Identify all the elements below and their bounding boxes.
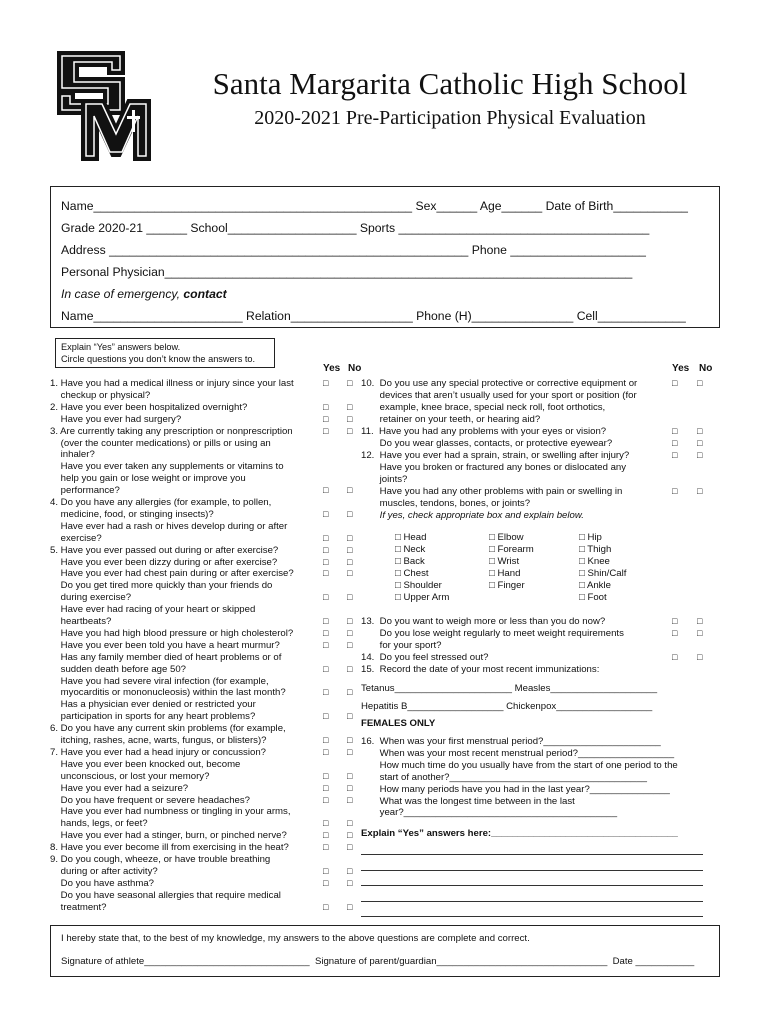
checkbox[interactable]: □ bbox=[395, 579, 404, 591]
physician-line[interactable]: Personal Physician_____________________________________________________________________ bbox=[61, 265, 633, 279]
attestation-statement: I hereby state that, to the best of my knowledge, my answers to the above questions are complete and correct. bbox=[61, 933, 530, 944]
left-question: Has a physician ever denied or restricted your participation in sports for any heart problems? bbox=[60, 699, 256, 723]
left-question: Have you ever taken any supplements or vitamins to help you gain or lose weight or improve you performance? bbox=[60, 461, 284, 497]
emergency-heading bbox=[61, 287, 227, 301]
body-part-option[interactable] bbox=[395, 556, 425, 568]
checkbox-no[interactable]: □ bbox=[347, 865, 353, 876]
checkbox-no[interactable]: □ bbox=[347, 616, 353, 626]
checkbox-yes[interactable]: □ bbox=[323, 532, 329, 543]
checkbox-no[interactable]: □ bbox=[347, 627, 353, 638]
checkbox[interactable]: □ bbox=[489, 579, 498, 591]
checkbox-no[interactable]: □ bbox=[347, 794, 353, 805]
checkbox-no[interactable]: □ bbox=[347, 592, 353, 603]
checkbox[interactable]: □ bbox=[579, 579, 587, 591]
checkbox-no[interactable]: □ bbox=[347, 901, 353, 912]
checkbox-no[interactable]: □ bbox=[347, 378, 353, 388]
explain-answer-line[interactable] bbox=[361, 916, 703, 917]
checkbox-yes[interactable]: □ bbox=[323, 818, 329, 829]
checkbox[interactable]: □ bbox=[395, 555, 404, 567]
left-question: 7. Have you ever had a head injury or concussion? bbox=[50, 746, 266, 758]
school-name: Santa Margarita Catholic High School bbox=[212, 66, 688, 101]
checkbox-no[interactable]: □ bbox=[347, 485, 353, 496]
body-part-option[interactable] bbox=[489, 556, 519, 568]
body-part-label: Shin/Calf bbox=[587, 567, 627, 579]
checkbox[interactable]: □ bbox=[395, 532, 404, 543]
checkbox-yes[interactable]: □ bbox=[323, 794, 329, 805]
checkbox-yes[interactable]: □ bbox=[323, 711, 329, 722]
body-part-option[interactable] bbox=[489, 544, 534, 556]
left-question: 1. Have you had a medical illness or injury since your last checkup or physical? bbox=[50, 378, 294, 401]
checkbox-yes[interactable]: □ bbox=[323, 592, 329, 603]
checkbox-yes[interactable]: □ bbox=[323, 865, 329, 876]
left-question: Have you ever had chest pain during or after exercise? bbox=[50, 568, 294, 580]
checkbox-yes[interactable]: □ bbox=[323, 508, 329, 519]
checkbox[interactable]: □ bbox=[395, 543, 404, 555]
name-sex-age-dob-line[interactable]: Name_______________________________________________ Sex______ Age______ Date of Birth___________ bbox=[61, 199, 688, 213]
right-yes-header: Yes bbox=[672, 363, 690, 374]
header bbox=[190, 66, 710, 132]
body-part-label: Chest bbox=[403, 567, 429, 579]
checkbox-no[interactable]: □ bbox=[347, 746, 353, 757]
body-part-option[interactable] bbox=[489, 532, 524, 544]
body-part-option[interactable] bbox=[579, 556, 610, 568]
checkbox-yes[interactable]: □ bbox=[323, 401, 329, 412]
left-question: Have ever had racing of your heart or skipped heartbeats? bbox=[60, 604, 256, 627]
checkbox-yes[interactable]: □ bbox=[672, 438, 678, 448]
checkbox-yes[interactable]: □ bbox=[672, 628, 678, 638]
checkbox-no[interactable]: □ bbox=[697, 616, 703, 626]
checkbox-no[interactable]: □ bbox=[347, 532, 353, 543]
checkbox[interactable]: □ bbox=[579, 555, 588, 567]
checkbox-yes[interactable]: □ bbox=[672, 378, 678, 388]
body-part-label: Foot bbox=[587, 591, 607, 603]
left-no-header: No bbox=[348, 363, 362, 374]
checkbox-yes[interactable]: □ bbox=[323, 842, 329, 853]
body-part-option[interactable] bbox=[395, 592, 449, 604]
body-part-option[interactable] bbox=[395, 580, 442, 592]
checkbox-yes[interactable]: □ bbox=[323, 568, 329, 579]
instructions-line-2: Circle questions you don’t know the answers to. bbox=[61, 354, 256, 364]
checkbox[interactable]: □ bbox=[579, 543, 588, 555]
checkbox-yes[interactable]: □ bbox=[323, 663, 329, 674]
checkbox-yes[interactable]: □ bbox=[323, 485, 329, 496]
body-part-option[interactable] bbox=[579, 532, 602, 544]
question-14: 14. Do you feel stressed out? bbox=[361, 652, 489, 663]
explain-yes-heading[interactable]: Explain “Yes” answers here:___________________________________ bbox=[361, 828, 678, 839]
body-part-option[interactable] bbox=[579, 568, 626, 580]
checkbox-yes[interactable]: □ bbox=[672, 486, 678, 496]
checkbox-yes[interactable]: □ bbox=[323, 735, 329, 745]
checkbox-no[interactable]: □ bbox=[697, 378, 703, 388]
checkbox[interactable]: □ bbox=[395, 591, 404, 603]
address-phone-line[interactable]: Address _____________________________________________________ Phone ____________________ bbox=[61, 243, 646, 257]
left-question: Have you ever had a stinger, burn, or pinched nerve? bbox=[50, 830, 287, 842]
checkbox-no[interactable]: □ bbox=[347, 508, 353, 519]
left-question: Have you had high blood pressure or high cholesterol? bbox=[50, 627, 294, 639]
checkbox-yes[interactable]: □ bbox=[672, 652, 678, 662]
checkbox-yes[interactable]: □ bbox=[323, 616, 329, 626]
left-question: Has any family member died of heart problems or of sudden death before age 50? bbox=[60, 651, 282, 675]
body-part-option[interactable] bbox=[395, 544, 425, 556]
body-part-label: Back bbox=[403, 555, 425, 567]
question-11b: Do you wear glasses, contacts, or protective eyewear? bbox=[361, 438, 613, 449]
explain-answer-line[interactable] bbox=[361, 870, 703, 871]
checkbox-no[interactable]: □ bbox=[347, 711, 353, 722]
left-question: Do you have seasonal allergies that require medical treatment? bbox=[60, 889, 281, 913]
checkbox[interactable]: □ bbox=[579, 532, 588, 543]
explain-answer-line[interactable] bbox=[361, 901, 703, 902]
question-11a: 11. Have you had any problems with your eyes or vision? bbox=[361, 426, 607, 437]
checkbox-yes[interactable]: □ bbox=[323, 425, 329, 436]
body-part-option[interactable] bbox=[489, 580, 525, 592]
left-question: Do you get tired more quickly than your friends do during exercise? bbox=[60, 580, 273, 604]
checkbox-yes[interactable]: □ bbox=[323, 782, 329, 793]
body-part-label: Forearm bbox=[497, 543, 534, 555]
checkbox-yes[interactable]: □ bbox=[323, 770, 329, 781]
left-question: 4. Do you have any allergies (for example, to pollen, medicine, food, or stinging insects)? bbox=[50, 497, 272, 520]
checkbox-yes[interactable]: □ bbox=[323, 413, 329, 424]
question-15: 15. Record the date of your most recent immunizations: bbox=[361, 664, 600, 675]
question-12-instructions: If yes, check appropriate box and explain below. bbox=[361, 510, 584, 521]
checkbox-no[interactable]: □ bbox=[697, 450, 703, 460]
checkbox-no[interactable]: □ bbox=[697, 438, 703, 448]
body-part-option[interactable] bbox=[579, 592, 607, 604]
left-question: 6. Do you have any current skin problems (for example, itching, rashes, acne, warts, fungus, or blisters)? bbox=[50, 723, 286, 746]
checkbox-no[interactable]: □ bbox=[347, 556, 353, 567]
checkbox-no[interactable]: □ bbox=[347, 830, 353, 841]
left-question: 3. Are currently taking any prescription or nonprescription (over the counter medications) or pills or using an inhaler? bbox=[50, 425, 293, 461]
question-16[interactable]: 16. When was your first menstrual period?______________________ When was your most recent menstrual period?__________________ How much time do you usually have from the start of one period to the start of another?_____________________________________ How many periods have you had in the last year?_______________ What was the longest time between in the last year?________________________________________ bbox=[361, 736, 678, 819]
emergency-contact-line[interactable]: Name______________________ Relation__________________ Phone (H)_______________ Cell_____________ bbox=[61, 309, 686, 323]
body-part-label: Neck bbox=[403, 543, 426, 555]
checkbox-yes[interactable]: □ bbox=[323, 627, 329, 638]
left-question: Have you ever been dizzy during or after exercise? bbox=[50, 556, 278, 568]
body-part-label: Knee bbox=[587, 555, 610, 567]
checkbox[interactable]: □ bbox=[395, 567, 404, 579]
left-question: 2. Have you ever been hospitalized overnight? bbox=[50, 401, 248, 413]
checkbox-yes[interactable]: □ bbox=[323, 901, 329, 912]
question-12b: Have you broken or fractured any bones or dislocated any joints? bbox=[379, 462, 627, 485]
checkbox-no[interactable]: □ bbox=[347, 877, 353, 888]
checkbox-no[interactable]: □ bbox=[347, 842, 353, 853]
right-no-header: No bbox=[699, 363, 713, 374]
grade-school-sports-line[interactable]: Grade 2020-21 ______ School___________________ Sports _____________________________________ bbox=[61, 221, 650, 235]
logo-text: SM bbox=[104, 163, 106, 164]
left-question: Do you have asthma? bbox=[50, 877, 154, 889]
checkbox-yes[interactable]: □ bbox=[323, 544, 329, 555]
left-question: Have you ever had a seizure? bbox=[50, 782, 189, 794]
left-question: Have you ever had surgery? bbox=[50, 413, 182, 425]
checkbox-no[interactable]: □ bbox=[347, 687, 353, 698]
checkbox-no[interactable]: □ bbox=[347, 425, 353, 436]
checkbox-no[interactable]: □ bbox=[347, 568, 353, 579]
question-13a: 13. Do you want to weigh more or less than you do now? bbox=[361, 616, 606, 627]
left-yes-header: Yes bbox=[323, 363, 341, 374]
signature-box bbox=[50, 925, 720, 977]
checkbox-no[interactable]: □ bbox=[347, 401, 353, 412]
checkbox-no[interactable]: □ bbox=[347, 663, 353, 674]
left-question: Have you ever had numbness or tingling in your arms, hands, legs, or feet? bbox=[60, 806, 291, 830]
explain-answer-line[interactable] bbox=[361, 885, 703, 886]
body-part-label: Wrist bbox=[497, 555, 520, 567]
left-question: Have you ever been knocked out, become unconscious, or lost your memory? bbox=[60, 758, 241, 782]
left-question: 8. Have you ever become ill from exercising in the heat? bbox=[50, 842, 289, 854]
checkbox[interactable]: □ bbox=[489, 532, 498, 543]
females-only-heading: FEMALES ONLY bbox=[361, 718, 436, 729]
body-part-label: Finger bbox=[497, 579, 525, 591]
checkbox-yes[interactable]: □ bbox=[323, 639, 329, 650]
left-question: 9. Do you cough, wheeze, or have trouble breathing during or after activity? bbox=[50, 854, 271, 877]
checkbox[interactable]: □ bbox=[579, 567, 588, 579]
explain-answer-line[interactable] bbox=[361, 854, 703, 855]
checkbox[interactable]: □ bbox=[489, 555, 498, 567]
body-part-label: Upper Arm bbox=[403, 591, 450, 603]
checkbox-no[interactable]: □ bbox=[347, 735, 353, 745]
checkbox-yes[interactable]: □ bbox=[323, 378, 329, 388]
checkbox-yes[interactable]: □ bbox=[323, 746, 329, 757]
left-question: Have you had severe viral infection (for example, myocarditis or mononucleosis) within the last month? bbox=[60, 675, 286, 699]
checkbox[interactable]: □ bbox=[489, 543, 498, 555]
body-part-option[interactable] bbox=[489, 568, 520, 580]
checkbox[interactable]: □ bbox=[489, 567, 498, 579]
checkbox-no[interactable]: □ bbox=[347, 413, 353, 424]
checkbox-yes[interactable]: □ bbox=[672, 426, 678, 436]
left-question: Do you have frequent or severe headaches? bbox=[50, 794, 250, 806]
checkbox-yes[interactable]: □ bbox=[323, 830, 329, 841]
checkbox-no[interactable]: □ bbox=[347, 544, 353, 555]
checkbox-no[interactable]: □ bbox=[347, 639, 353, 650]
body-part-label: Elbow bbox=[497, 532, 524, 543]
question-10: 10. Do you use any special protective or corrective equipment or devices that aren’t usually used for your sport or position (for example, knee brace, special neck roll, foot orthotics, retainer on your teeth, or hearing aid? bbox=[361, 378, 638, 425]
instructions-box bbox=[55, 338, 275, 368]
student-info-box bbox=[50, 186, 720, 328]
checkbox-yes[interactable]: □ bbox=[672, 616, 678, 626]
left-question: Have ever had a rash or hives develop during or after exercise? bbox=[60, 520, 288, 544]
checkbox-no[interactable]: □ bbox=[347, 782, 353, 793]
checkbox-no[interactable]: □ bbox=[697, 628, 703, 638]
checkbox-no[interactable]: □ bbox=[697, 652, 703, 662]
body-part-option[interactable] bbox=[395, 568, 429, 580]
emergency-contact-label: contact bbox=[183, 287, 227, 301]
body-part-label: Hip bbox=[587, 532, 602, 543]
body-part-label: Ankle bbox=[586, 579, 611, 591]
body-part-option[interactable] bbox=[395, 532, 426, 544]
checkbox-yes[interactable]: □ bbox=[323, 687, 329, 698]
form-title: 2020-2021 Pre-Participation Physical Evaluation bbox=[254, 107, 646, 129]
body-part-label: Head bbox=[403, 532, 427, 543]
body-part-option[interactable] bbox=[579, 544, 611, 556]
question-12c: Have you had any other problems with pain or swelling in muscles, tendons, bones, or joints? bbox=[379, 486, 623, 509]
checkbox[interactable]: □ bbox=[579, 591, 588, 603]
immunization-tetanus-measles[interactable]: Tetanus______________________ Measles____________________ bbox=[361, 683, 658, 694]
checkbox-no[interactable]: □ bbox=[697, 486, 703, 496]
checkbox-no[interactable]: □ bbox=[347, 818, 353, 829]
body-part-label: Thigh bbox=[587, 543, 612, 555]
checkbox-yes[interactable]: □ bbox=[672, 450, 678, 460]
checkbox-yes[interactable]: □ bbox=[323, 556, 329, 567]
signature-line[interactable]: Signature of athlete_______________________________ Signature of parent/guardian________________________________ Date ___________ bbox=[61, 956, 695, 967]
checkbox-no[interactable]: □ bbox=[347, 770, 353, 781]
left-question: Have you ever been told you have a heart murmur? bbox=[50, 639, 280, 651]
body-part-option[interactable] bbox=[579, 580, 611, 592]
body-part-label: Shoulder bbox=[403, 579, 442, 591]
instructions-line-1: Explain “Yes” answers below. bbox=[61, 342, 181, 352]
question-13b: Do you lose weight regularly to meet weight requirements for your sport? bbox=[379, 628, 624, 651]
school-logo bbox=[52, 44, 156, 164]
checkbox-no[interactable]: □ bbox=[697, 426, 703, 436]
body-part-label: Hand bbox=[497, 567, 521, 579]
checkbox-yes[interactable]: □ bbox=[323, 877, 329, 888]
immunization-hepb-chickenpox[interactable]: Hepatitis B__________________ Chickenpox__________________ bbox=[361, 701, 653, 712]
left-question: 5. Have you ever passed out during or after exercise? bbox=[50, 544, 279, 556]
question-12a: 12. Have you ever had a sprain, strain, or swelling after injury? bbox=[361, 450, 630, 461]
emergency-label: In case of emergency, bbox=[61, 287, 184, 301]
